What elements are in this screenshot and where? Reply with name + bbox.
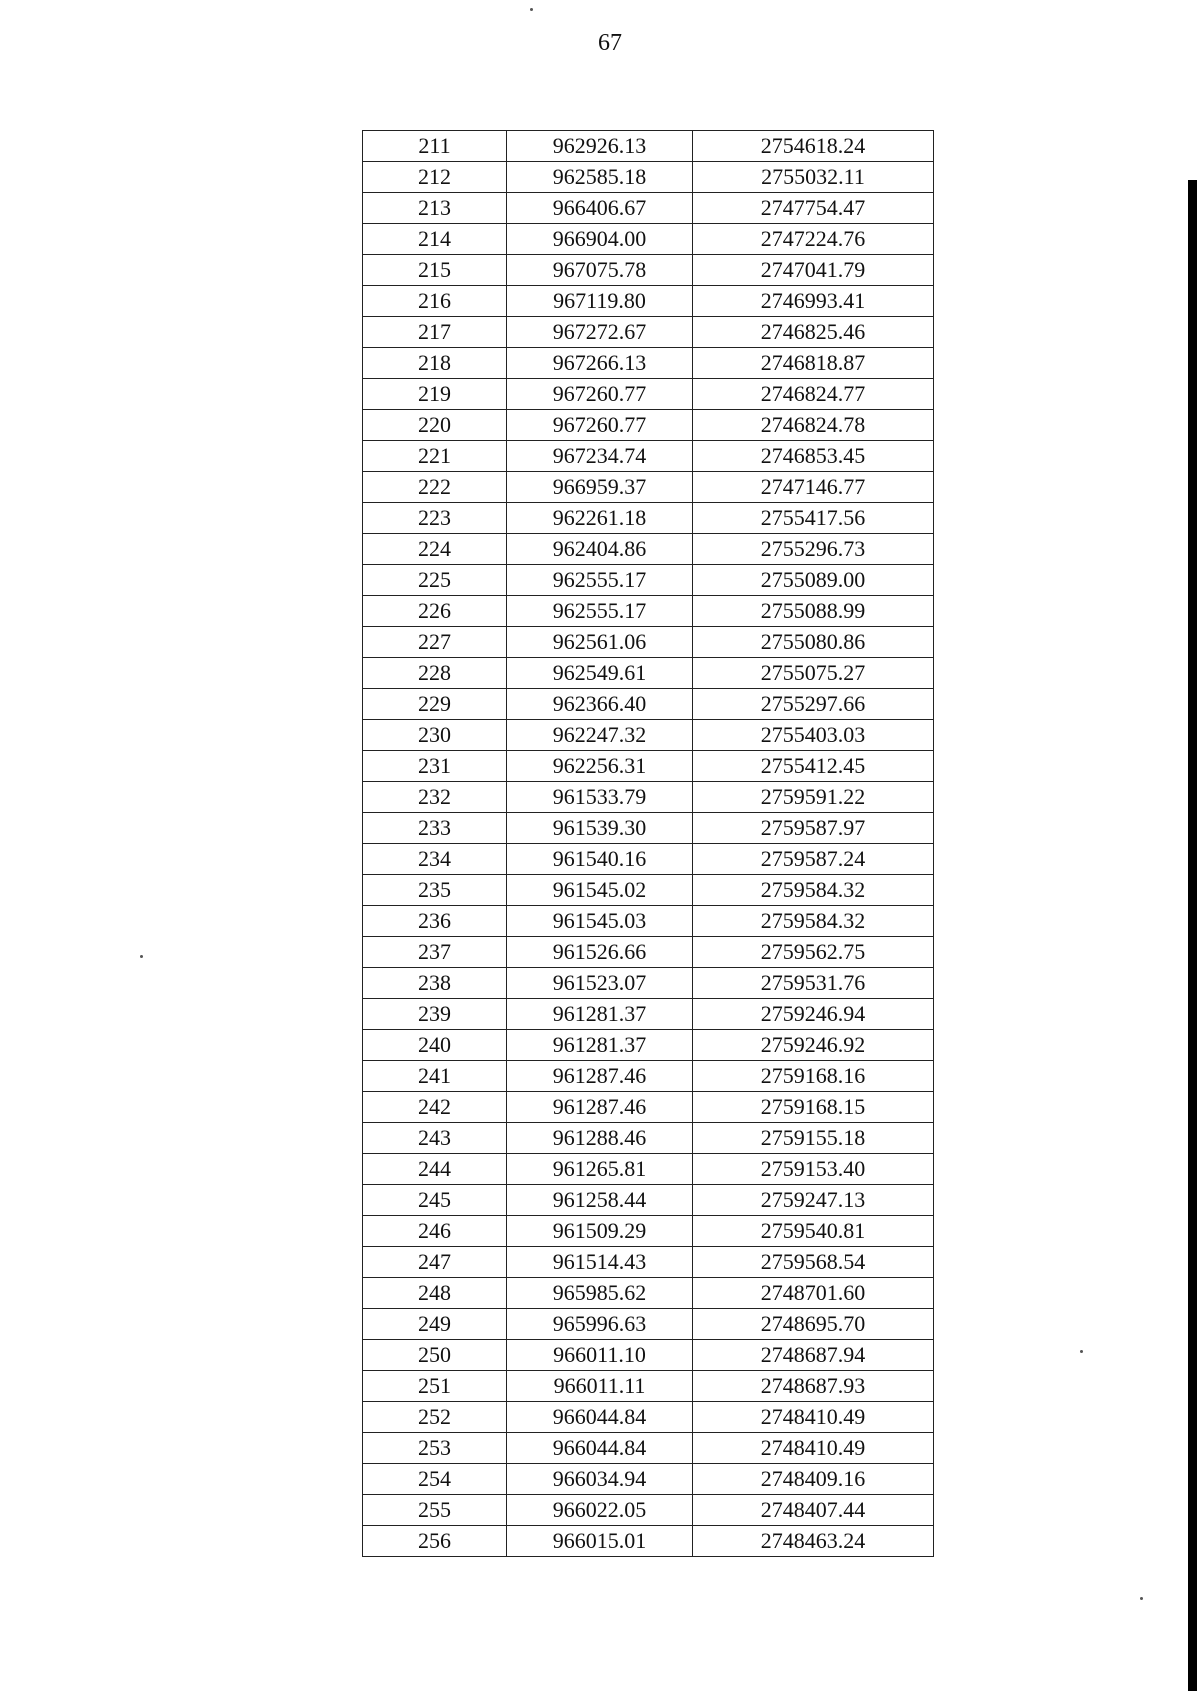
y-coordinate-cell: 2755080.86	[693, 627, 934, 658]
point-number-cell: 217	[363, 317, 507, 348]
point-number-cell: 245	[363, 1185, 507, 1216]
x-coordinate-cell: 961523.07	[507, 968, 693, 999]
x-coordinate-cell: 966022.05	[507, 1495, 693, 1526]
table-row	[363, 596, 934, 627]
x-coordinate-cell: 965996.63	[507, 1309, 693, 1340]
table-row	[363, 1123, 934, 1154]
y-coordinate-cell: 2759246.92	[693, 1030, 934, 1061]
x-coordinate-cell: 961533.79	[507, 782, 693, 813]
x-coordinate-cell: 962404.86	[507, 534, 693, 565]
x-coordinate-cell: 961287.46	[507, 1092, 693, 1123]
point-number-cell: 235	[363, 875, 507, 906]
table-row	[363, 1030, 934, 1061]
table-row	[363, 689, 934, 720]
y-coordinate-cell: 2759562.75	[693, 937, 934, 968]
point-number-cell: 216	[363, 286, 507, 317]
x-coordinate-cell: 966406.67	[507, 193, 693, 224]
y-coordinate-cell: 2755403.03	[693, 720, 934, 751]
x-coordinate-cell: 967272.67	[507, 317, 693, 348]
x-coordinate-cell: 961545.03	[507, 906, 693, 937]
scan-speck	[530, 8, 533, 11]
table-row	[363, 1247, 934, 1278]
table-row	[363, 503, 934, 534]
scan-speck	[1080, 1350, 1083, 1353]
y-coordinate-cell: 2746853.45	[693, 441, 934, 472]
x-coordinate-cell: 961265.81	[507, 1154, 693, 1185]
point-number-cell: 244	[363, 1154, 507, 1185]
point-number-cell: 232	[363, 782, 507, 813]
point-number-cell: 234	[363, 844, 507, 875]
x-coordinate-cell: 961509.29	[507, 1216, 693, 1247]
table-row	[363, 1402, 934, 1433]
table-row	[363, 1526, 934, 1557]
point-number-cell: 246	[363, 1216, 507, 1247]
point-number-cell: 256	[363, 1526, 507, 1557]
table-row	[363, 1278, 934, 1309]
point-number-cell: 220	[363, 410, 507, 441]
point-number-cell: 231	[363, 751, 507, 782]
y-coordinate-cell: 2748463.24	[693, 1526, 934, 1557]
table-row	[363, 1185, 934, 1216]
table-row	[363, 441, 934, 472]
x-coordinate-cell: 962256.31	[507, 751, 693, 782]
y-coordinate-cell: 2759531.76	[693, 968, 934, 999]
point-number-cell: 237	[363, 937, 507, 968]
table-row	[363, 255, 934, 286]
y-coordinate-cell: 2748687.93	[693, 1371, 934, 1402]
y-coordinate-cell: 2755412.45	[693, 751, 934, 782]
table-row	[363, 1340, 934, 1371]
y-coordinate-cell: 2755032.11	[693, 162, 934, 193]
point-number-cell: 247	[363, 1247, 507, 1278]
table-row	[363, 1495, 934, 1526]
point-number-cell: 248	[363, 1278, 507, 1309]
y-coordinate-cell: 2748687.94	[693, 1340, 934, 1371]
y-coordinate-cell: 2746993.41	[693, 286, 934, 317]
y-coordinate-cell: 2759591.22	[693, 782, 934, 813]
point-number-cell: 211	[363, 131, 507, 162]
y-coordinate-cell: 2748409.16	[693, 1464, 934, 1495]
point-number-cell: 249	[363, 1309, 507, 1340]
y-coordinate-cell: 2759587.24	[693, 844, 934, 875]
point-number-cell: 219	[363, 379, 507, 410]
y-coordinate-cell: 2747754.47	[693, 193, 934, 224]
y-coordinate-cell: 2755088.99	[693, 596, 934, 627]
x-coordinate-cell: 966904.00	[507, 224, 693, 255]
table-row	[363, 906, 934, 937]
scan-speck	[1140, 1597, 1143, 1600]
table-row	[363, 379, 934, 410]
point-number-cell: 238	[363, 968, 507, 999]
table-row	[363, 286, 934, 317]
x-coordinate-cell: 962585.18	[507, 162, 693, 193]
scan-speck	[140, 955, 143, 958]
y-coordinate-cell: 2759587.97	[693, 813, 934, 844]
point-number-cell: 221	[363, 441, 507, 472]
y-coordinate-cell: 2754618.24	[693, 131, 934, 162]
x-coordinate-cell: 961287.46	[507, 1061, 693, 1092]
y-coordinate-cell: 2755089.00	[693, 565, 934, 596]
point-number-cell: 215	[363, 255, 507, 286]
x-coordinate-cell: 961258.44	[507, 1185, 693, 1216]
table-row	[363, 1154, 934, 1185]
y-coordinate-cell: 2746824.77	[693, 379, 934, 410]
scan-edge-bar	[1188, 180, 1197, 1691]
table-row	[363, 844, 934, 875]
table-row	[363, 720, 934, 751]
point-number-cell: 223	[363, 503, 507, 534]
table-row	[363, 1061, 934, 1092]
coordinates-table	[362, 130, 934, 1557]
table-row	[363, 193, 934, 224]
x-coordinate-cell: 961281.37	[507, 999, 693, 1030]
point-number-cell: 236	[363, 906, 507, 937]
x-coordinate-cell: 966011.11	[507, 1371, 693, 1402]
y-coordinate-cell: 2755417.56	[693, 503, 934, 534]
x-coordinate-cell: 962247.32	[507, 720, 693, 751]
table-row	[363, 410, 934, 441]
y-coordinate-cell: 2759584.32	[693, 875, 934, 906]
table-row	[363, 658, 934, 689]
point-number-cell: 255	[363, 1495, 507, 1526]
x-coordinate-cell: 961540.16	[507, 844, 693, 875]
x-coordinate-cell: 961288.46	[507, 1123, 693, 1154]
point-number-cell: 224	[363, 534, 507, 565]
table-row	[363, 782, 934, 813]
x-coordinate-cell: 966044.84	[507, 1433, 693, 1464]
table-row	[363, 627, 934, 658]
table-row	[363, 1092, 934, 1123]
x-coordinate-cell: 961539.30	[507, 813, 693, 844]
y-coordinate-cell: 2759168.16	[693, 1061, 934, 1092]
x-coordinate-cell: 961514.43	[507, 1247, 693, 1278]
y-coordinate-cell: 2755297.66	[693, 689, 934, 720]
table-row	[363, 937, 934, 968]
y-coordinate-cell: 2746818.87	[693, 348, 934, 379]
point-number-cell: 243	[363, 1123, 507, 1154]
x-coordinate-cell: 962555.17	[507, 565, 693, 596]
point-number-cell: 233	[363, 813, 507, 844]
table-row	[363, 1309, 934, 1340]
y-coordinate-cell: 2748701.60	[693, 1278, 934, 1309]
point-number-cell: 242	[363, 1092, 507, 1123]
table-row	[363, 813, 934, 844]
table-row	[363, 1371, 934, 1402]
x-coordinate-cell: 962366.40	[507, 689, 693, 720]
y-coordinate-cell: 2755075.27	[693, 658, 934, 689]
x-coordinate-cell: 966044.84	[507, 1402, 693, 1433]
table-row	[363, 534, 934, 565]
x-coordinate-cell: 966034.94	[507, 1464, 693, 1495]
x-coordinate-cell: 961526.66	[507, 937, 693, 968]
y-coordinate-cell: 2748407.44	[693, 1495, 934, 1526]
table-row	[363, 565, 934, 596]
point-number-cell: 213	[363, 193, 507, 224]
table-row	[363, 999, 934, 1030]
y-coordinate-cell: 2748410.49	[693, 1433, 934, 1464]
table-row	[363, 131, 934, 162]
table-row	[363, 968, 934, 999]
y-coordinate-cell: 2746825.46	[693, 317, 934, 348]
x-coordinate-cell: 965985.62	[507, 1278, 693, 1309]
point-number-cell: 254	[363, 1464, 507, 1495]
table-row	[363, 317, 934, 348]
point-number-cell: 218	[363, 348, 507, 379]
y-coordinate-cell: 2759246.94	[693, 999, 934, 1030]
x-coordinate-cell: 967266.13	[507, 348, 693, 379]
x-coordinate-cell: 962561.06	[507, 627, 693, 658]
point-number-cell: 251	[363, 1371, 507, 1402]
table-row	[363, 472, 934, 503]
point-number-cell: 253	[363, 1433, 507, 1464]
y-coordinate-cell: 2748695.70	[693, 1309, 934, 1340]
table-row	[363, 224, 934, 255]
x-coordinate-cell: 967260.77	[507, 379, 693, 410]
x-coordinate-cell: 962549.61	[507, 658, 693, 689]
x-coordinate-cell: 962926.13	[507, 131, 693, 162]
point-number-cell: 228	[363, 658, 507, 689]
x-coordinate-cell: 967260.77	[507, 410, 693, 441]
point-number-cell: 239	[363, 999, 507, 1030]
x-coordinate-cell: 966015.01	[507, 1526, 693, 1557]
y-coordinate-cell: 2759155.18	[693, 1123, 934, 1154]
point-number-cell: 227	[363, 627, 507, 658]
y-coordinate-cell: 2747041.79	[693, 255, 934, 286]
x-coordinate-cell: 967119.80	[507, 286, 693, 317]
point-number-cell: 252	[363, 1402, 507, 1433]
y-coordinate-cell: 2759540.81	[693, 1216, 934, 1247]
x-coordinate-cell: 967234.74	[507, 441, 693, 472]
y-coordinate-cell: 2759153.40	[693, 1154, 934, 1185]
y-coordinate-cell: 2755296.73	[693, 534, 934, 565]
x-coordinate-cell: 961545.02	[507, 875, 693, 906]
coordinates-table-body	[363, 131, 934, 1557]
point-number-cell: 225	[363, 565, 507, 596]
table-row	[363, 875, 934, 906]
table-row	[363, 348, 934, 379]
y-coordinate-cell: 2759568.54	[693, 1247, 934, 1278]
page-number: 67	[598, 30, 622, 56]
y-coordinate-cell: 2747146.77	[693, 472, 934, 503]
y-coordinate-cell: 2759247.13	[693, 1185, 934, 1216]
x-coordinate-cell: 962261.18	[507, 503, 693, 534]
y-coordinate-cell: 2759584.32	[693, 906, 934, 937]
x-coordinate-cell: 966959.37	[507, 472, 693, 503]
x-coordinate-cell: 967075.78	[507, 255, 693, 286]
point-number-cell: 229	[363, 689, 507, 720]
x-coordinate-cell: 961281.37	[507, 1030, 693, 1061]
y-coordinate-cell: 2747224.76	[693, 224, 934, 255]
point-number-cell: 250	[363, 1340, 507, 1371]
point-number-cell: 214	[363, 224, 507, 255]
point-number-cell: 226	[363, 596, 507, 627]
point-number-cell: 212	[363, 162, 507, 193]
table-row	[363, 1464, 934, 1495]
y-coordinate-cell: 2748410.49	[693, 1402, 934, 1433]
point-number-cell: 241	[363, 1061, 507, 1092]
point-number-cell: 240	[363, 1030, 507, 1061]
table-row	[363, 162, 934, 193]
point-number-cell: 222	[363, 472, 507, 503]
table-row	[363, 1216, 934, 1247]
x-coordinate-cell: 966011.10	[507, 1340, 693, 1371]
y-coordinate-cell: 2759168.15	[693, 1092, 934, 1123]
table-row	[363, 1433, 934, 1464]
table-row	[363, 751, 934, 782]
point-number-cell: 230	[363, 720, 507, 751]
y-coordinate-cell: 2746824.78	[693, 410, 934, 441]
x-coordinate-cell: 962555.17	[507, 596, 693, 627]
